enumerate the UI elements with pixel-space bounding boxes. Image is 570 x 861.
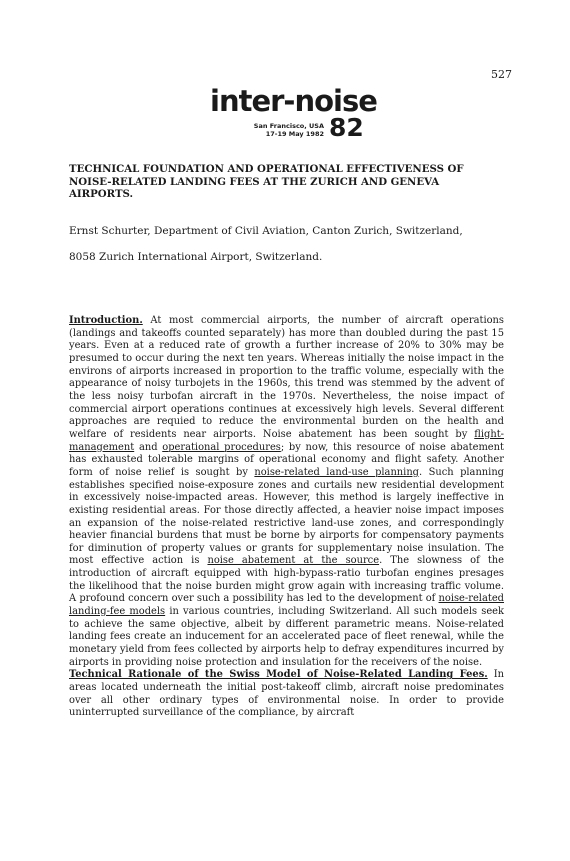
text-segment: . The slowness of the introduction of aircraft equipped with high-bypass-ratio turbofan engines presages the likelihood that the noise burden might grow again with increasing traffic volume. A profound concern over such a possibility has led to the development of bbox=[69, 555, 504, 605]
logo-wordmark: inter-noise bbox=[210, 84, 377, 118]
underlined-term: operational procedures bbox=[162, 441, 281, 453]
text-segment: At most commercial airports, the number of aircraft operations (landings and takeoffs counted separately) has more than doubled during the past 15 years. Even at a reduced rate of growth a further increase of 20% to 30% may be presumed to occur during the next ten years. Whereas initially the noise impact in the environs of airports increased in proportion to the traffic volume, especially with the appearance of noisy turbojets in the 1960s, this trend was stemmed by the advent of the less noisy turbofan aircraft in the 1970s. Nevertheless, the noise impact of commercial airport operations continues at excessively high levels. Several different approaches are requied to reduce the environmental burden on the health and welfare of residents near airports. Noise abatement has been sought by bbox=[69, 315, 504, 440]
section-heading: Technical Rationale of the Swiss Model of Noise-Related Landing Fees. bbox=[69, 669, 488, 681]
paragraph-technical-rationale bbox=[69, 669, 504, 720]
body-text bbox=[69, 315, 504, 720]
logo-location: San Francisco, USA bbox=[253, 122, 324, 130]
underlined-term: noise-related landing-fee models bbox=[69, 593, 504, 618]
text-segment: In areas located underneath the initial post-takeoff climb, aircraft noise predominates over all other ordinary types of environmental noise. In order to provide uninterrupted surveillance of the compliance, by aircraft bbox=[69, 669, 504, 719]
page-number: 527 bbox=[491, 68, 512, 81]
author-line: Ernst Schurter, Department of Civil Aviation, Canton Zurich, Switzerland, bbox=[69, 225, 463, 237]
address-line: 8058 Zurich International Airport, Switzerland. bbox=[69, 251, 323, 263]
underlined-term: noise-related land-use planning bbox=[254, 466, 420, 478]
paragraph-introduction bbox=[69, 315, 504, 669]
conference-logo bbox=[210, 84, 377, 148]
logo-dates: 17-19 May 1982 bbox=[265, 130, 324, 138]
underlined-term: noise abatement at the source bbox=[207, 555, 380, 567]
paper-title: TECHNICAL FOUNDATION AND OPERATIONAL EFFECTIVENESS OF NOISE-RELATED LANDING FEES AT THE ZURICH AND GENEVA AIRPORTS. bbox=[69, 163, 464, 200]
logo-year: 82 bbox=[329, 113, 364, 142]
text-segment: . Such planning establishes specified noise-exposure zones and curtails new residential development in excessively noise-impacted areas. However, this method is largely ineffective in existing residential areas. For those directly affected, a heavier noise impact imposes an expansion of the noise-related restrictive land-use zones, and correspondingly heavier financial burdens that must be borne by airports for compensatory payments for diminution of property values or grants for supplementary noise insulation. The most effective action is bbox=[69, 466, 505, 567]
text-segment: in various countries, including Switzerland. All such models seek to achieve the same objective, albeit by different parametric means. Noise-related landing fees create an inducement for an accelerated pace of fleet renewal, while the monetary yield from fees collected by airports help to defray expenditures incurred by airports in providing noise protection and insulation for the receivers of the noise. bbox=[69, 606, 504, 668]
underlined-term: flight-management bbox=[69, 428, 504, 453]
text-segment: ; by now, this resource of noise abatement has exhausted tolerable margins of operational economy and flight safety. Another form of noise relief is sought by bbox=[69, 441, 504, 478]
section-heading: Introduction. bbox=[69, 315, 143, 326]
logo-caption bbox=[240, 122, 324, 138]
text-segment: and bbox=[134, 441, 163, 453]
